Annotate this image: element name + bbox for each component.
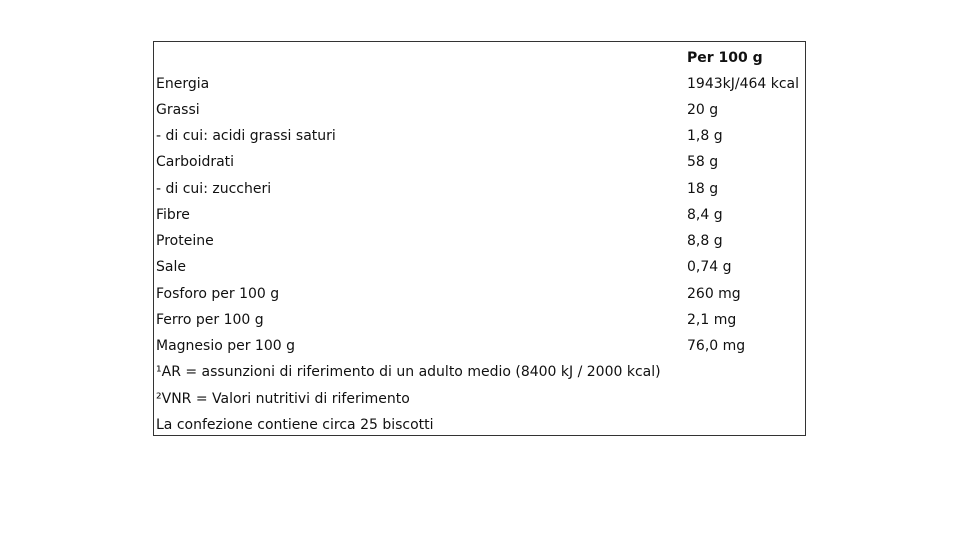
- nutrient-label: Grassi: [156, 102, 200, 118]
- table-row: [154, 71, 805, 97]
- nutrient-value: 1,8 g: [687, 128, 723, 144]
- table-row: [154, 228, 805, 254]
- package-content-note: [154, 412, 805, 438]
- table-header-row: [154, 45, 805, 71]
- nutrient-value: 2,1 mg: [687, 312, 737, 328]
- nutrient-value: 8,4 g: [687, 207, 723, 223]
- table-row: [154, 254, 805, 280]
- nutrient-value: 20 g: [687, 102, 719, 118]
- table-row: [154, 176, 805, 202]
- nutrient-label: Fosforo per 100 g: [156, 286, 280, 302]
- nutrient-label: - di cui: zuccheri: [156, 181, 272, 197]
- nutrient-label: Magnesio per 100 g: [156, 338, 295, 354]
- table-row: [154, 149, 805, 175]
- nutrient-value: 8,8 g: [687, 233, 723, 249]
- nutrient-label: Sale: [156, 259, 186, 275]
- table-row: [154, 333, 805, 359]
- nutrient-value: 18 g: [687, 181, 719, 197]
- nutrient-label: Fibre: [156, 207, 190, 223]
- nutrient-label: Proteine: [156, 233, 214, 249]
- nutrient-value: 0,74 g: [687, 259, 732, 275]
- nutrient-value: 260 mg: [687, 286, 741, 302]
- table-row: [154, 307, 805, 333]
- nutrient-value: 1943kJ/464 kcal: [687, 76, 800, 92]
- nutrient-label: Ferro per 100 g: [156, 312, 264, 328]
- nutrient-label: - di cui: acidi grassi saturi: [156, 128, 336, 144]
- table-row: [154, 281, 805, 307]
- nutrient-value: 76,0 mg: [687, 338, 746, 354]
- table-row: [154, 97, 805, 123]
- nutrient-value: 58 g: [687, 154, 719, 170]
- nutrition-table: [153, 41, 806, 436]
- header-per-100g: Per 100 g: [687, 50, 763, 66]
- package-note-text: La confezione contiene circa 25 biscotti: [156, 417, 434, 433]
- nutrient-label: Energia: [156, 76, 210, 92]
- footnote-reference-intake: [154, 359, 805, 385]
- footnote-text: ²VNR = Valori nutritivi di riferimento: [156, 391, 410, 407]
- footnote-text: ¹AR = assunzioni di riferimento di un adulto medio (8400 kJ / 2000 kcal): [156, 364, 661, 380]
- nutrient-label: Carboidrati: [156, 154, 235, 170]
- table-row: [154, 123, 805, 149]
- table-row: [154, 202, 805, 228]
- footnote-reference-values: [154, 386, 805, 412]
